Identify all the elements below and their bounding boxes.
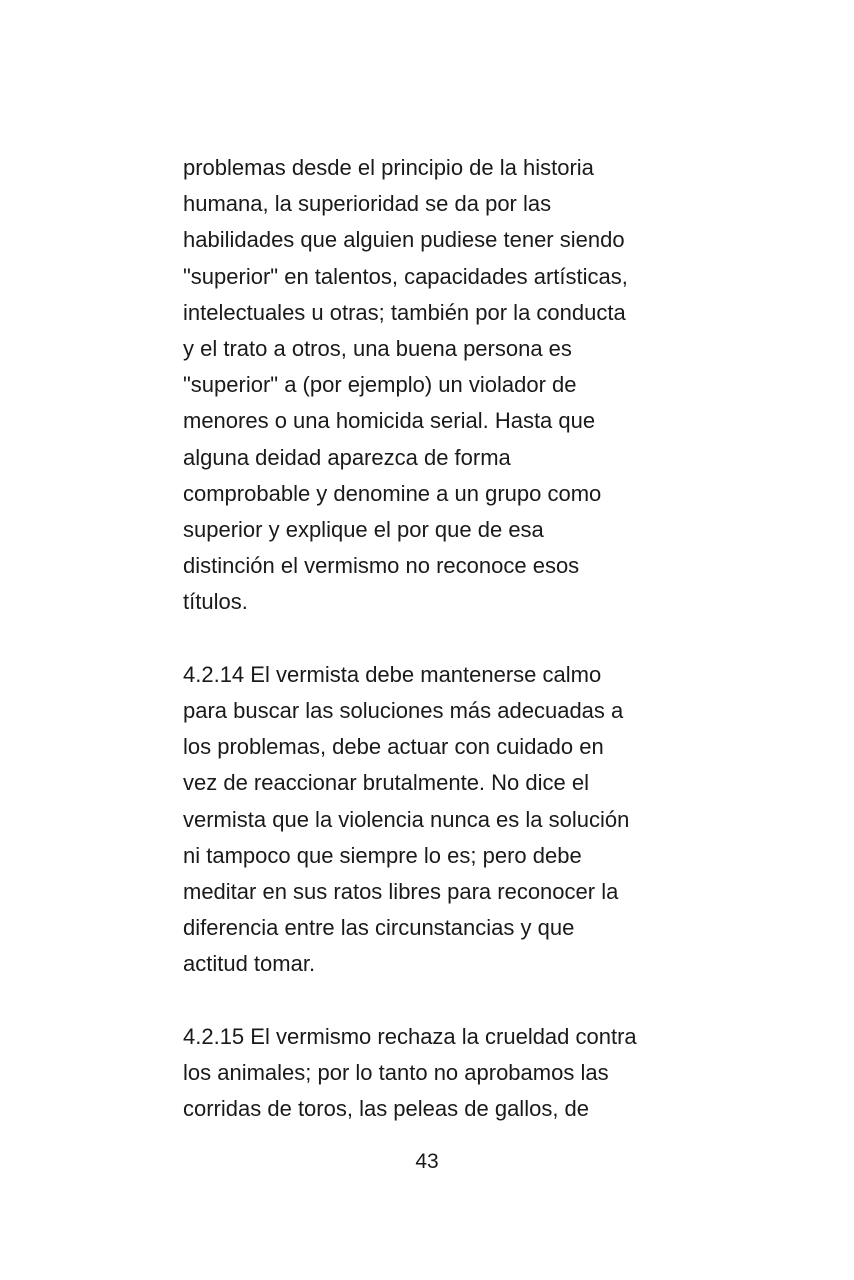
paragraph-spacer xyxy=(183,621,683,657)
text-line: vez de reaccionar brutalmente. No dice el xyxy=(183,770,589,796)
text-line: y el trato a otros, una buena persona es xyxy=(183,336,572,362)
text-line: los animales; por lo tanto no aprobamos las xyxy=(183,1060,609,1086)
text-line: meditar en sus ratos libres para reconocer la xyxy=(183,879,619,905)
paragraph-continuation xyxy=(183,150,683,621)
text-line: para buscar las soluciones más adecuadas a xyxy=(183,698,624,724)
text-line: 4.2.15 El vermismo rechaza la crueldad contra xyxy=(183,1023,637,1049)
body-text xyxy=(183,150,683,1127)
paragraph-4-2-14 xyxy=(183,657,683,983)
page-number: 43 xyxy=(415,1150,439,1173)
text-line: habilidades que alguien pudiese tener siendo xyxy=(183,227,625,253)
text-line: comprobable y denomine a un grupo como xyxy=(183,480,602,506)
text-line: diferencia entre las circunstancias y que xyxy=(183,915,575,941)
text-line: "superior" en talentos, capacidades artísticas, xyxy=(183,263,628,289)
paragraph-spacer xyxy=(183,983,683,1019)
text-line: vermista que la violencia nunca es la solución xyxy=(183,806,630,832)
paragraph-4-2-15 xyxy=(183,1019,683,1128)
text-line: menores o una homicida serial. Hasta que xyxy=(183,408,596,434)
text-line: humana, la superioridad se da por las xyxy=(183,191,552,217)
text-line: superior y explique el por que de esa xyxy=(183,517,544,543)
text-line: alguna deidad aparezca de forma xyxy=(183,444,511,470)
text-line: intelectuales u otras; también por la conducta xyxy=(183,299,626,325)
text-line: problemas desde el principio de la historia xyxy=(183,155,594,180)
text-line: corridas de toros, las peleas de gallos, de xyxy=(183,1096,590,1122)
text-line: ni tampoco que siempre lo es; pero debe xyxy=(183,842,582,868)
text-line: "superior" a (por ejemplo) un violador de xyxy=(183,372,577,398)
text-line: distinción el vermismo no reconoce esos xyxy=(183,553,580,579)
text-line: actitud tomar. xyxy=(183,951,316,977)
text-line: los problemas, debe actuar con cuidado en xyxy=(183,734,604,760)
text-line: 4.2.14 El vermista debe mantenerse calmo xyxy=(183,661,602,687)
text-line: títulos. xyxy=(183,589,248,615)
